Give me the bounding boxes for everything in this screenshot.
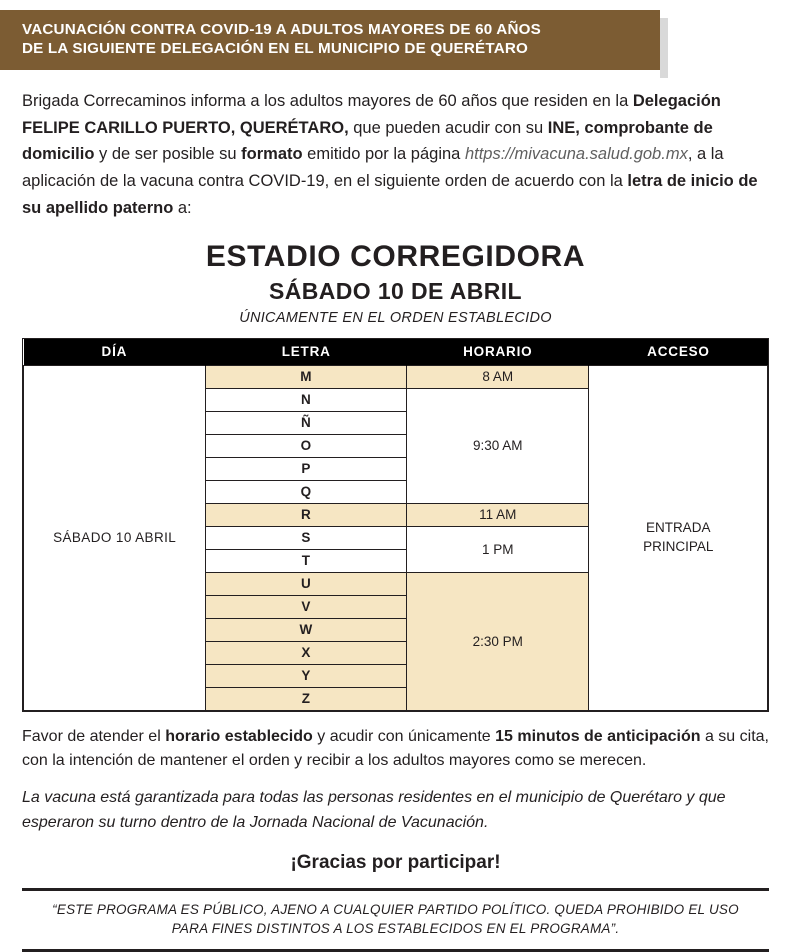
intro-documents: INE, comprobante de domicilio (22, 118, 713, 164)
thanks-message: ¡Gracias por participar! (290, 851, 501, 873)
cell-letter: X (206, 641, 407, 664)
cell-letter: U (206, 572, 407, 595)
intro-text-6: a: (173, 198, 192, 217)
intro-text-3: y de ser posible su (94, 145, 242, 164)
intro-text-5: , a la aplicación de la vacuna contra COVID-19, en el siguiente orden de acuerdo con la (22, 145, 724, 191)
intro-paragraph (22, 88, 769, 222)
column-header-letra: LETRA (206, 339, 407, 366)
order-note: ÚNICAMENTE EN EL ORDEN ESTABLECIDO (239, 309, 552, 326)
cell-time: 2:30 PM (407, 572, 589, 710)
intro-letter-rule: letra de inicio de su apellido paterno (22, 172, 758, 217)
cell-letter: W (206, 618, 407, 641)
schedule-table-container (22, 338, 769, 712)
schedule-table (23, 339, 768, 711)
venue-title: ESTADIO CORREGIDORA (205, 239, 586, 273)
intro-text-2: que pueden acudir con su (348, 118, 548, 137)
arrival-note-text-1: Favor de atender el (22, 727, 166, 745)
cell-letter: P (206, 457, 407, 480)
banner-line-2: DE LA SIGUIENTE DELEGACIÓN EN EL MUNICIPIO DE QUERÉTARO (22, 40, 529, 58)
cell-time: 9:30 AM (407, 388, 589, 503)
cell-letter: O (206, 434, 407, 457)
arrival-note-text-2: y acudir con únicamente (312, 727, 496, 745)
poster-page (0, 10, 791, 937)
cell-letter: N (206, 388, 407, 411)
cell-letter: Y (206, 664, 407, 687)
date-title: SÁBADO 10 DE ABRIL (269, 277, 522, 304)
cell-letter: Ñ (206, 411, 407, 434)
arrival-note-text-3: a su cita, con la intención de mantener el orden y recibir a los adultos mayores como se merecen. (22, 727, 769, 770)
arrival-note-minutes: 15 minutos de anticipación (495, 727, 701, 745)
guarantee-note: La vacuna está garantizada para todas las personas residentes en el municipio de Querétaro y que esperaron su turno dentro de la Jornada Nacional de Vacunación. (22, 789, 726, 831)
intro-delegation: Delegación FELIPE CARILLO PUERTO, QUERÉTARO, (22, 91, 721, 137)
column-header-acceso: ACCESO (589, 339, 768, 366)
intro-text-1: Brigada Correcaminos informa a los adultos mayores de 60 años que residen en la (22, 91, 633, 110)
cell-letter: V (206, 595, 407, 618)
cell-time: 11 AM (407, 503, 589, 526)
cell-letter: Z (206, 687, 407, 710)
cell-access (589, 365, 768, 710)
column-header-dia: DÍA (24, 339, 206, 366)
header-banner (0, 10, 660, 70)
banner-text (0, 10, 660, 70)
intro-formato: formato (241, 145, 303, 164)
column-header-horario: HORARIO (407, 339, 589, 366)
cell-time: 1 PM (407, 526, 589, 572)
cell-letter: R (206, 503, 407, 526)
banner-line-1: VACUNACIÓN CONTRA COVID-19 A ADULTOS MAYORES DE 60 AÑOS (22, 21, 541, 38)
intro-text-4: emitido por la página (302, 145, 465, 164)
cell-letter: T (206, 549, 407, 572)
cell-time: 8 AM (407, 365, 589, 388)
access-line-2: PRINCIPAL (643, 538, 714, 554)
banner-shadow (660, 18, 668, 78)
cell-letter: S (206, 526, 407, 549)
access-line-1: ENTRADA (645, 520, 711, 536)
arrival-note-schedule: horario establecido (165, 727, 313, 745)
cell-letter: Q (206, 480, 407, 503)
cell-day: SÁBADO 10 ABRIL (24, 365, 206, 710)
table-row (24, 365, 768, 388)
table-header-row (24, 339, 768, 366)
vaccine-registration-url[interactable]: https://mivacuna.salud.gob.mx (464, 145, 688, 164)
cell-letter: M (206, 365, 407, 388)
arrival-note (22, 725, 769, 775)
legal-disclaimer: “ESTE PROGRAMA ES PÚBLICO, AJENO A CUALQUIER PARTIDO POLÍTICO. QUEDA PROHIBIDO EL USO PARA FINES DISTINTOS A LOS ESTABLECIDOS EN EL PROGRAMA”. (22, 888, 769, 952)
